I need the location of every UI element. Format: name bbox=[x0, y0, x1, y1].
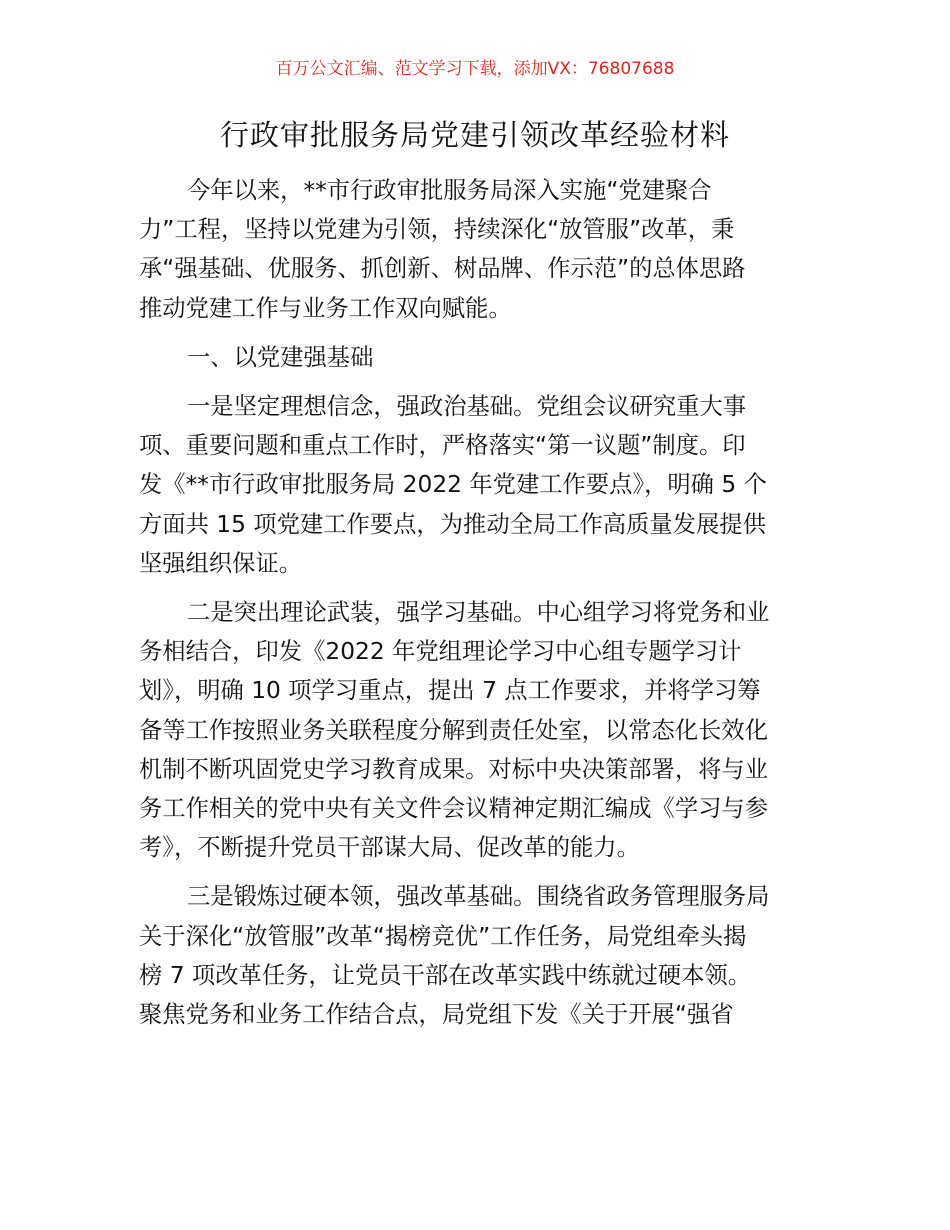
text-line: 方面共 15 项党建工作要点，为推动全局工作高质量发展提供 bbox=[139, 510, 766, 538]
paragraph-point-2 bbox=[139, 593, 815, 867]
text-line: 备等工作按照业务关联程度分解到责任处室，以常态化长效化 bbox=[139, 716, 769, 744]
text-line: 二是突出理论武装，强学习基础。中心组学习将党务和业 bbox=[187, 599, 770, 627]
text-line: 关于深化“放管服”改革“揭榜竞优”工作任务，局党组牵头揭 bbox=[139, 922, 747, 950]
text-line: 榜 7 项改革任务，让党员干部在改革实践中练就过硬本领。 bbox=[139, 961, 752, 989]
text-line: 今年以来，**市行政审批服务局深入实施“党建聚合 bbox=[187, 177, 712, 204]
text-line: 三是锻炼过硬本领，强改革基础。围绕省政务管理服务局 bbox=[187, 883, 770, 911]
text-line: 务相结合，印发《2022 年党组理论学习中心组专题学习计 bbox=[139, 638, 742, 666]
document-body bbox=[139, 171, 815, 1044]
text-line: 力”工程，坚持以党建为引领，持续深化“放管服”改革，秉 bbox=[139, 216, 735, 244]
text-line: 推动党建工作与业务工作双向赋能。 bbox=[139, 294, 512, 322]
text-line: 划》，明确 10 项学习重点，提出 7 点工作要求，并将学习筹 bbox=[139, 677, 761, 705]
paragraph-intro bbox=[139, 171, 815, 328]
paragraph-point-3 bbox=[139, 877, 815, 1034]
text-line: 一是坚定理想信念，强政治基础。党组会议研究重大事 bbox=[187, 393, 747, 421]
text-line: 聚焦党务和业务工作结合点，局党组下发《关于开展“强省 bbox=[139, 1001, 734, 1029]
text-line: 发《**市行政审批服务局 2022 年党建工作要点》，明确 5 个 bbox=[139, 471, 767, 499]
document-title: 行政审批服务局党建引领改革经验材料 bbox=[219, 118, 730, 152]
text-line: 考》，不断提升党员干部谋大局、促改革的能力。 bbox=[139, 834, 640, 862]
text-line: 承“强基础、优服务、抓创新、树品牌、作示范”的总体思路 bbox=[139, 255, 746, 283]
text-line: 坚强组织保证。 bbox=[139, 549, 303, 577]
text-line: 机制不断巩固党史学习教育成果。对标中央决策部署，将与业 bbox=[139, 755, 769, 783]
watermark-banner: 百万公文汇编、范文学习下载，添加VX：76807688 bbox=[275, 59, 675, 79]
heading-line: 一、以党建强基础 bbox=[187, 343, 374, 371]
section-heading bbox=[139, 338, 815, 377]
text-line: 项、重要问题和重点工作时，严格落实“第一议题”制度。印 bbox=[139, 432, 746, 460]
text-line: 务工作相关的党中央有关文件会议精神定期汇编成《学习与参 bbox=[139, 795, 769, 823]
paragraph-point-1 bbox=[139, 387, 815, 583]
